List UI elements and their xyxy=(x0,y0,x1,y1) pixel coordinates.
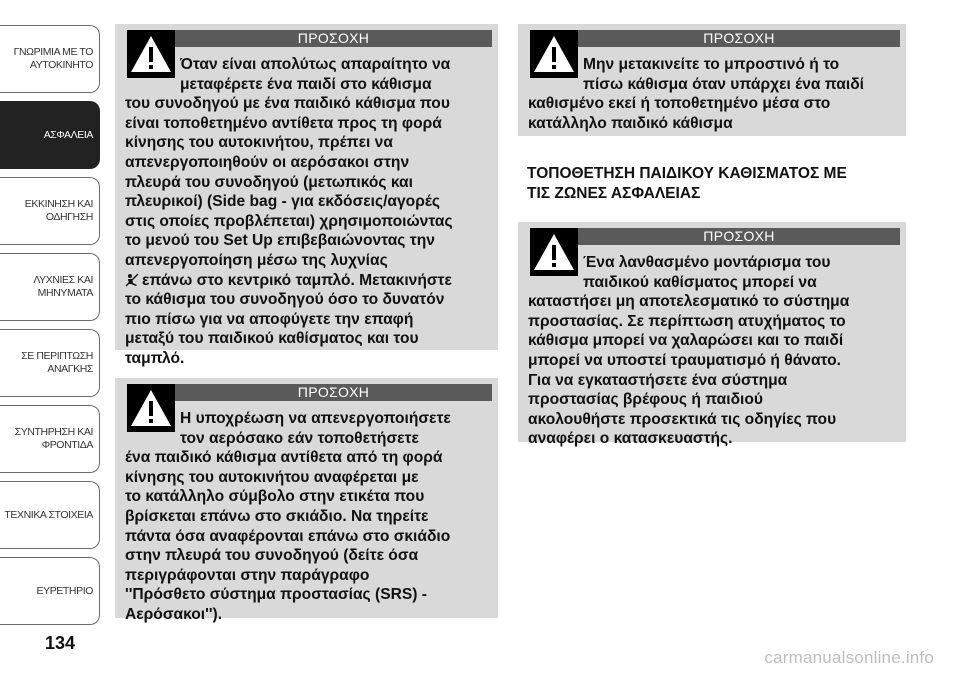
warning-box-2 xyxy=(115,378,498,623)
tab-label: ΣΥΝΤΗΡΗΣΗ ΚΑΙ ΦΡΟΝΤΙΔΑ xyxy=(14,426,93,451)
warning-title: ΠΡΟΣΟΧΗ xyxy=(578,228,900,245)
tab-label: ΤΕΧΝΙΚΑ ΣΤΟΙΧΕΙΑ xyxy=(4,508,93,521)
tab-emergency[interactable] xyxy=(0,329,100,397)
tab-label: ΕΚΚΙΝΗΣΗ ΚΑΙ ΟΔΗΓΗΣΗ xyxy=(24,198,93,223)
tab-getting-to-know[interactable] xyxy=(0,25,100,93)
warning-title: ΠΡΟΣΟΧΗ xyxy=(175,30,492,47)
tab-technical-data[interactable] xyxy=(0,481,100,549)
airbag-line: επάνω στο κεντρικό ταμπλό. Μετακινήστε xyxy=(125,271,488,291)
airbag-off-icon xyxy=(125,273,139,287)
warning-title: ΠΡΟΣΟΧΗ xyxy=(175,384,492,401)
tab-label: ΕΥΡΕΤΗΡΙΟ xyxy=(36,584,93,597)
tab-label: ΛΥΧΝΙΕΣ ΚΑΙ ΜΗΝΥΜΑΤΑ xyxy=(33,274,93,299)
tab-starting-driving[interactable] xyxy=(0,177,100,245)
tab-maintenance[interactable] xyxy=(0,405,100,473)
section-heading: ΤΟΠΟΘΕΤΗΣΗ ΠΑΙΔΙΚΟΥ ΚΑΘΙΣΜΑΤΟΣ ΜΕ ΤΙΣ ΖΩΝΕΣ ΑΣΦΑΛΕΙΑΣ xyxy=(527,165,847,202)
warning-text: Όταν είναι απολύτως απαραίτητο να μεταφέρετε ένα παιδί στο κάθισμα του συνοδηγού με ένα παιδικό κάθισμα που είναι τοποθετημένο αντίθετα προς τη φορά κίνησης του αυτοκινήτου, πρέπει να απενεργοποιηθούν οι αερόσακοι στην πλευρά του συνοδηγού (μετωπικός και πλευρικοί) (Side bag - για εκδόσεις/αγορές στις οποίες προβλέπεται) χρησιμοποιώντας το μενού του Set Up επιβεβαιώνοντας την απενεργοποίηση μέσω της λυχνίας επάνω στο κεντρικό ταμπλό. Μετακινήστε το κάθισμα του συνοδηγού όσο το δυνατόν πιο πίσω για να αποφύγετε την επαφή μεταξύ του παιδικού καθίσματος και του ταμπλό. xyxy=(125,55,488,369)
warning-box-1 xyxy=(115,24,498,367)
warning-text: Η υποχρέωση να απενεργοποιήσετε τον αερόσακο εάν τοποθετήσετε ένα παιδικό κάθισμα αντίθετα από τη φορά κίνησης του αυτοκινήτου αναφέρεται με το κατάλληλο σύμβολο στην ετικέτα που βρίσκεται επάνω στο σκιάδιο. Να τηρείτε πάντα όσα αναφέρονται επάνω στο σκιάδιο στην πλευρά του συνοδηγού (δείτε όσα περιγράφονται στην παράγραφο ''Πρόσθετο σύστημα προστασίας (SRS) - Αερόσακοι''). xyxy=(125,410,451,623)
tab-index[interactable] xyxy=(0,557,100,625)
warning-box-3 xyxy=(518,24,906,136)
tab-label: ΣΕ ΠΕΡΙΠΤΩΣΗ ΑΝΑΓΚΗΣ xyxy=(21,350,93,375)
warning-text: Ένα λανθασμένο μοντάρισμα του παιδικού καθίσματος μπορεί να καταστήσει μη αποτελεσματικό το σύστημα προστασίας. Σε περίπτωση ατυχήματος το κάθισμα μπορεί να χαλαρώσει και το παιδί μπορεί να υποστεί τραυματισμό ή θάνατο. Για να εγκαταστήσετε ένα σύστημα προστασίας βρέφους ή παιδιού ακολουθήστε προσεκτικά τις οδηγίες που αναφέρει ο κατασκευαστής. xyxy=(528,254,850,448)
warning-text: Μην μετακινείτε το μπροστινό ή το πίσω κάθισμα όταν υπάρχει ένα παιδί καθισμένο εκεί ή τοποθετημένο μέσα στο κατάλληλο παιδικό κάθισμα xyxy=(528,56,864,132)
tab-safety[interactable] xyxy=(0,101,100,169)
warning-box-4 xyxy=(518,222,906,448)
tab-warning-lights[interactable] xyxy=(0,253,100,321)
watermark: carmanualsonline.info xyxy=(764,648,934,667)
page-number: 134 xyxy=(45,633,76,653)
tab-label: ΓΝΩΡΙΜΙΑ ΜΕ ΤΟ ΑΥΤΟΚΙΝΗΤΟ xyxy=(13,46,93,71)
warning-title: ΠΡΟΣΟΧΗ xyxy=(578,30,900,47)
tab-label: ΑΣΦΑΛΕΙΑ xyxy=(43,128,93,141)
